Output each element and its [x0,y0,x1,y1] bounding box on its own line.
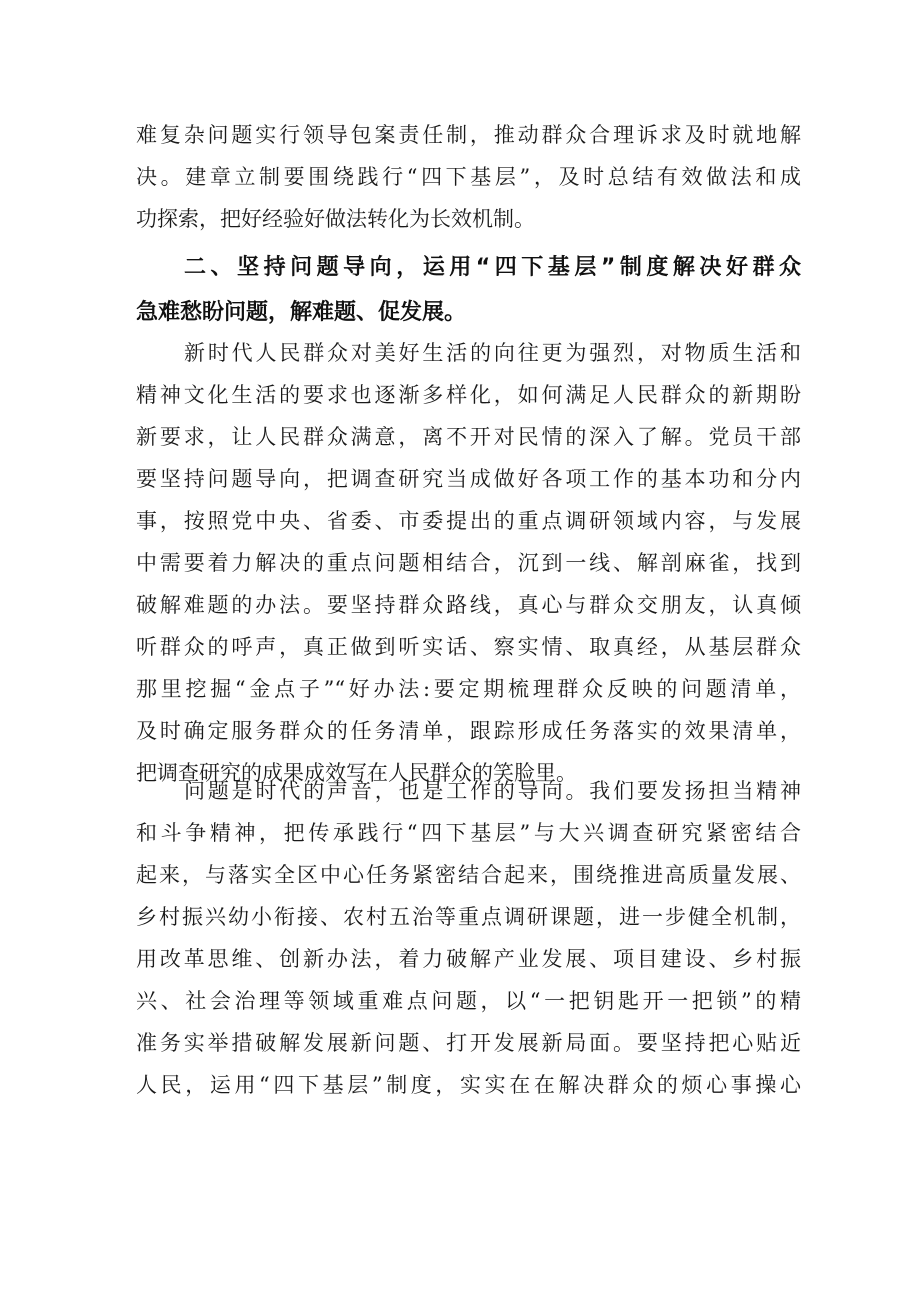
text-line: 功探索，把好经验好做法转化为长效机制。 [136,207,535,231]
section-heading-2 [136,245,801,335]
text-line: 新时代人民群众对美好生活的向往更为强烈，对物质生活和 [184,341,801,365]
paragraph-1 [136,114,801,240]
text-line: 乡村振兴幼小衔接、农村五治等重点调研课题，进一步健全机制， [136,905,801,929]
text-line: 听群众的呼声，真正做到听实话、察实情、取真经，从基层群众 [136,635,801,659]
text-line: 和斗争精神，把传承践行“四下基层”与大兴调查研究紧密结合 [136,821,801,845]
text-line: 精神文化生活的要求也逐渐多样化，如何满足人民群众的新期盼 [136,383,801,407]
paragraph-2 [136,332,801,794]
text-line: 把调查研究的成果成效写在人民群众的笑脸里。 [136,761,577,785]
heading-line: 急难愁盼问题，解难题、促发展。 [136,300,467,325]
text-line: 破解难题的办法。要坚持群众路线，真心与群众交朋友，认真倾 [136,593,801,617]
paragraph-3 [136,770,801,1106]
text-line: 起来，与落实全区中心任务紧密结合起来，围绕推进高质量发展、 [136,863,801,887]
text-line: 新要求，让人民群众满意，离不开对民情的深入了解。党员干部 [136,425,801,449]
text-line: 兴、社会治理等领域重难点问题，以“一把钥匙开一把锁”的精 [136,989,801,1013]
heading-line: 二、坚持问题导向，运用“四下基层”制度解决好群众 [184,255,801,280]
text-line: 用改革思维、创新办法，着力破解产业发展、项目建设、乡村振 [136,947,801,971]
text-line: 决。建章立制要围绕践行“四下基层”，及时总结有效做法和成 [136,165,801,189]
text-line: 要坚持问题导向，把调查研究当成做好各项工作的基本功和分内 [136,467,801,491]
text-line: 那里挖掘“金点子”“好办法:要定期梳理群众反映的问题清单， [136,677,801,701]
text-line: 人民，运用“四下基层”制度，实实在在解决群众的烦心事操心 [136,1073,801,1097]
text-line: 中需要着力解决的重点问题相结合，沉到一线、解剖麻雀，找到 [136,551,801,575]
text-line: 及时确定服务群众的任务清单，跟踪形成任务落实的效果清单， [136,719,801,743]
text-line: 问题是时代的声音，也是工作的导向。我们要发扬担当精神 [184,779,801,803]
text-line: 难复杂问题实行领导包案责任制，推动群众合理诉求及时就地解 [136,123,801,147]
text-line: 准务实举措破解发展新问题、打开发展新局面。要坚持把心贴近 [136,1031,801,1055]
text-line: 事，按照党中央、省委、市委提出的重点调研领域内容，与发展 [136,509,801,533]
